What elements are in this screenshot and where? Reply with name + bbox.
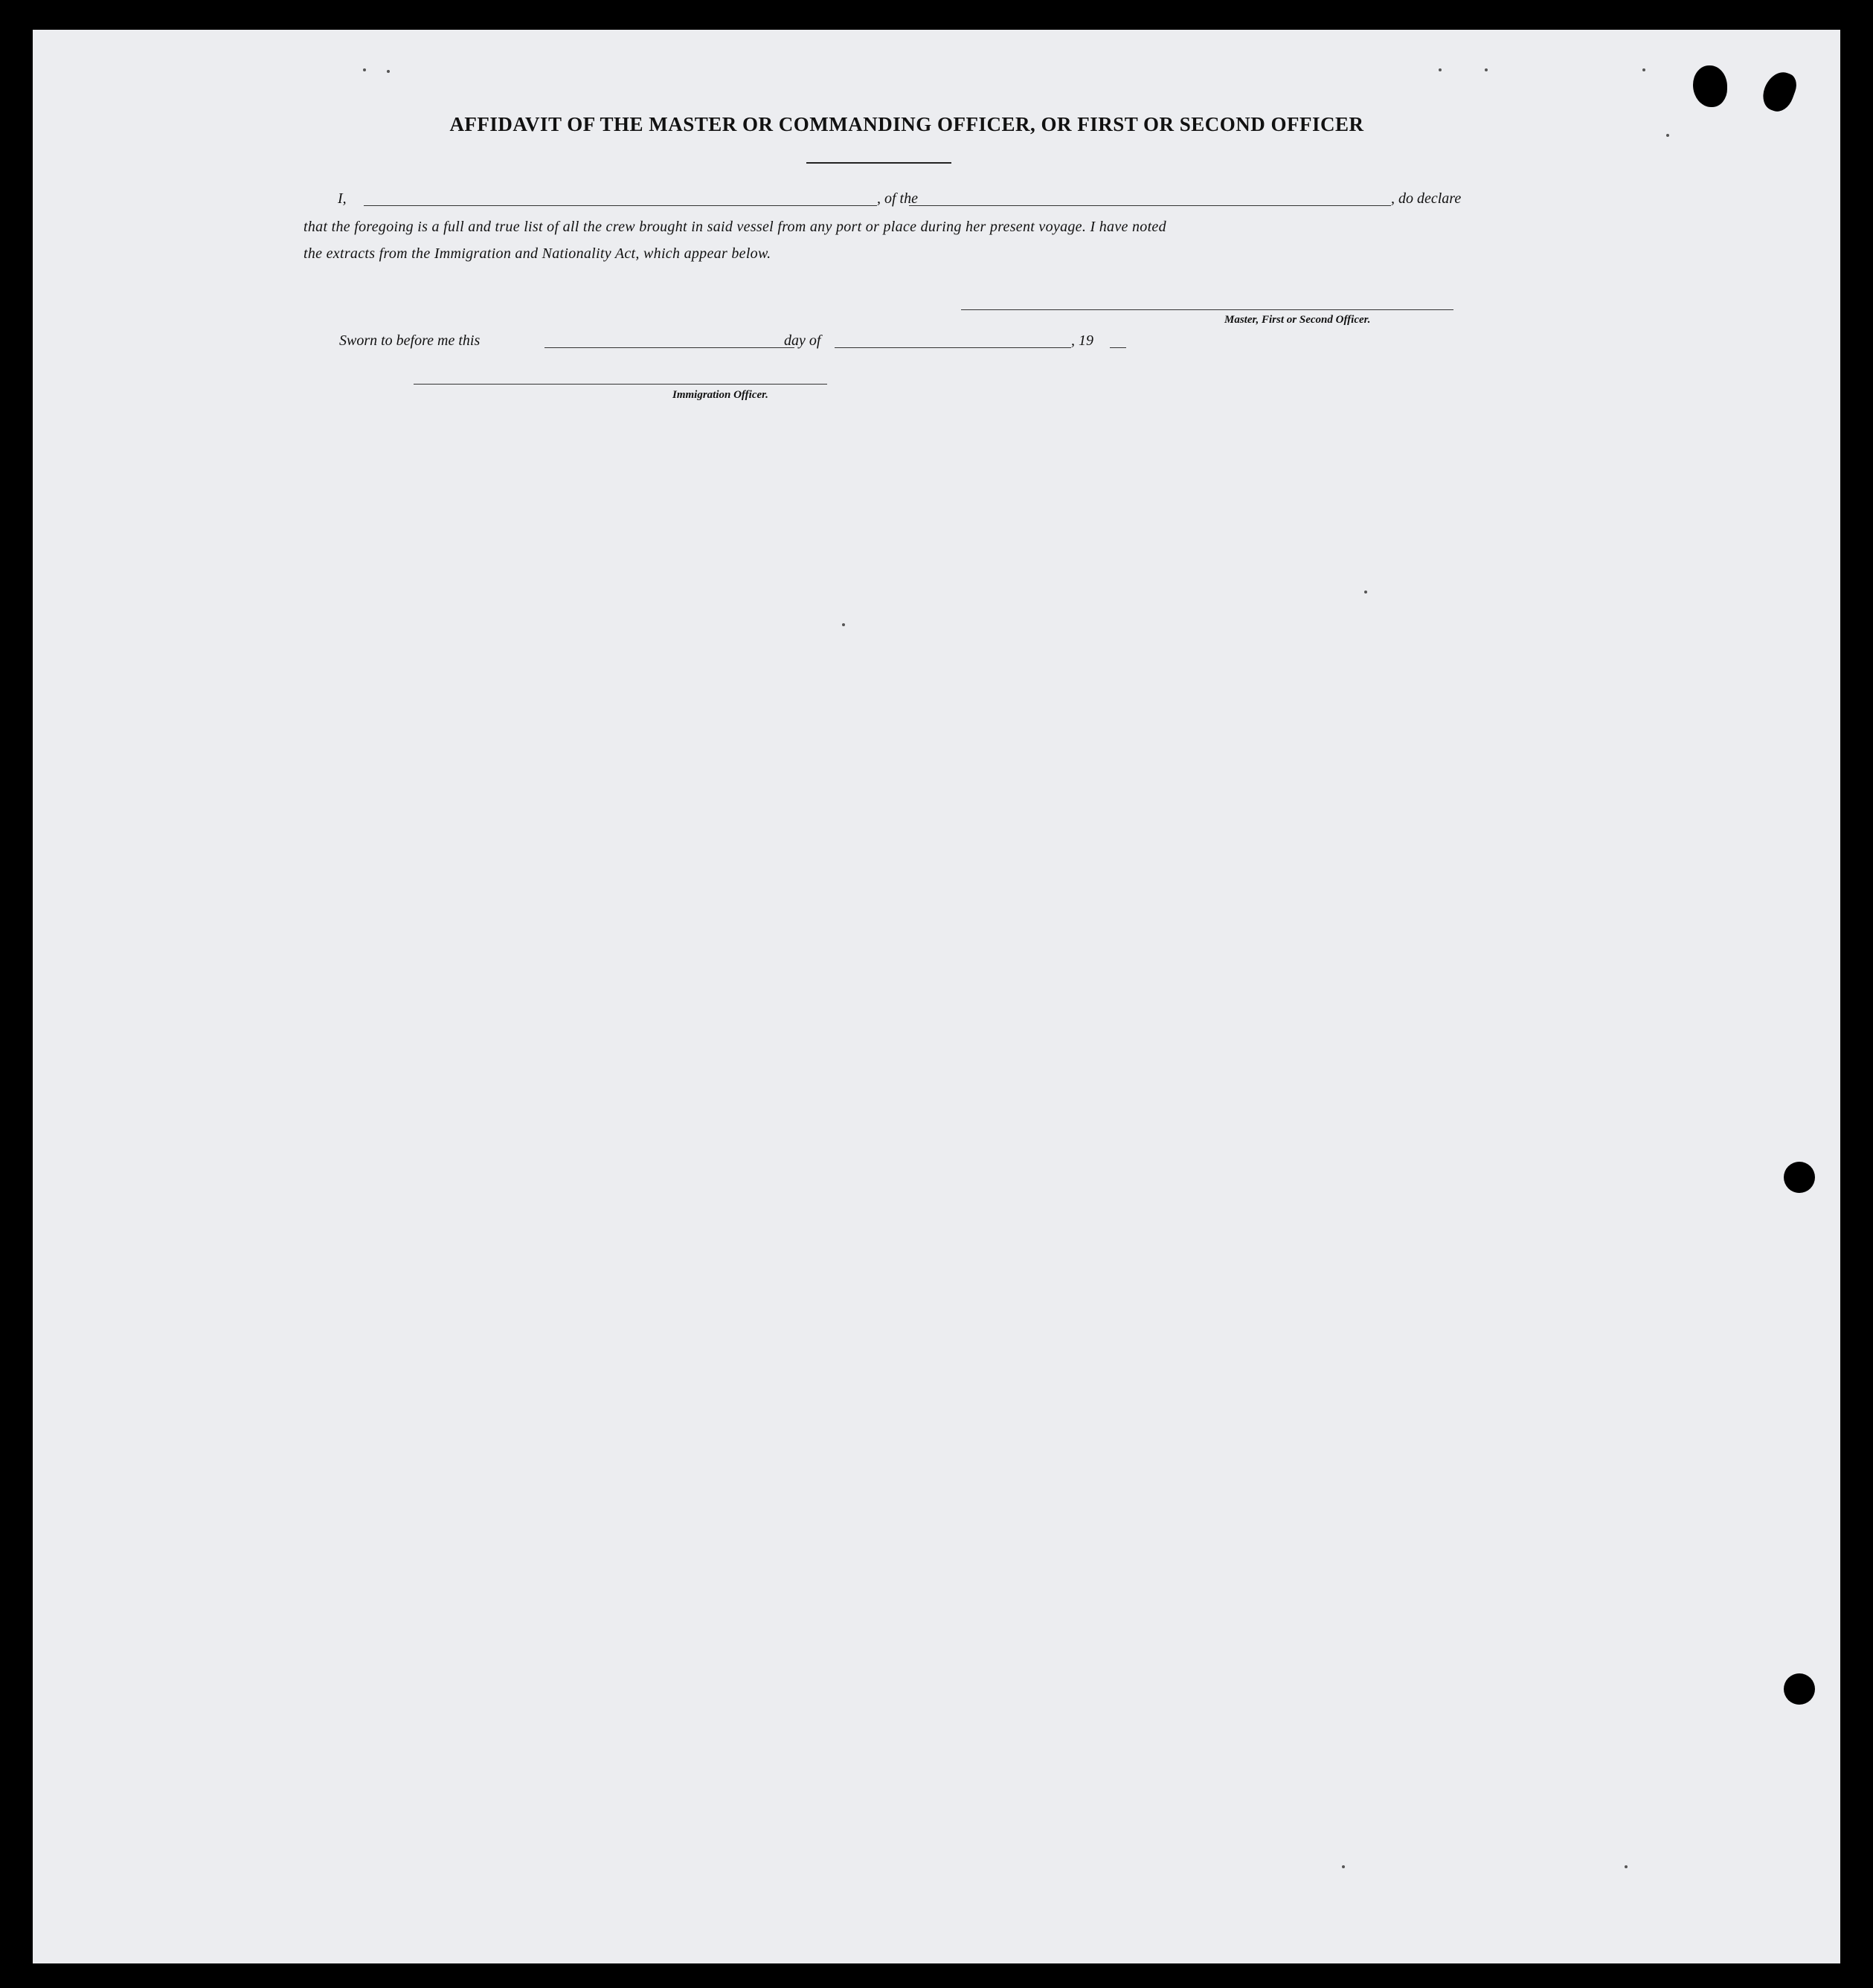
ink-blot	[1693, 65, 1727, 107]
document-page	[33, 30, 1840, 1963]
speck	[1439, 68, 1442, 71]
speck	[1666, 134, 1669, 137]
affidavit-title: AFFIDAVIT OF THE MASTER OR COMMANDING OFFICER, OR FIRST OR SECOND OFFICER	[449, 113, 1364, 135]
speck	[363, 68, 366, 71]
of-the-text: , of the	[877, 190, 918, 207]
immigration-officer-signature-line[interactable]	[414, 384, 827, 385]
declaration-text-line-3: the extracts from the Immigration and Nationality Act, which appear below.	[303, 245, 771, 262]
declarant-prefix: I,	[338, 190, 347, 207]
speck	[842, 623, 845, 626]
sworn-year-text: , 19	[1071, 332, 1093, 349]
declarant-name-line[interactable]	[364, 205, 877, 206]
sworn-prefix-text: Sworn to before me this	[339, 332, 481, 349]
sworn-day-line[interactable]	[544, 347, 794, 348]
do-declare-text: , do declare	[1391, 190, 1462, 207]
master-signature-line[interactable]	[961, 309, 1453, 310]
title-underline	[806, 162, 951, 164]
day-of-text: day of	[784, 332, 821, 349]
master-signature-label: Master, First or Second Officer.	[1224, 314, 1371, 326]
vessel-name-line[interactable]	[909, 205, 1391, 206]
speck	[1642, 68, 1645, 71]
sworn-month-line[interactable]	[835, 347, 1071, 348]
speck	[1625, 1865, 1628, 1868]
punch-hole	[1784, 1673, 1815, 1705]
immigration-officer-label: Immigration Officer.	[672, 389, 768, 401]
punch-hole	[1784, 1162, 1815, 1193]
speck	[1342, 1865, 1345, 1868]
speck	[1364, 591, 1367, 593]
speck	[387, 70, 390, 73]
speck	[1485, 68, 1488, 71]
declaration-text-line-2: that the foregoing is a full and true list of all the crew brought in said vessel from any port or place during her present voyage. I have noted	[303, 219, 1166, 235]
ink-blot	[1758, 68, 1800, 115]
sworn-year-line[interactable]	[1110, 347, 1126, 348]
